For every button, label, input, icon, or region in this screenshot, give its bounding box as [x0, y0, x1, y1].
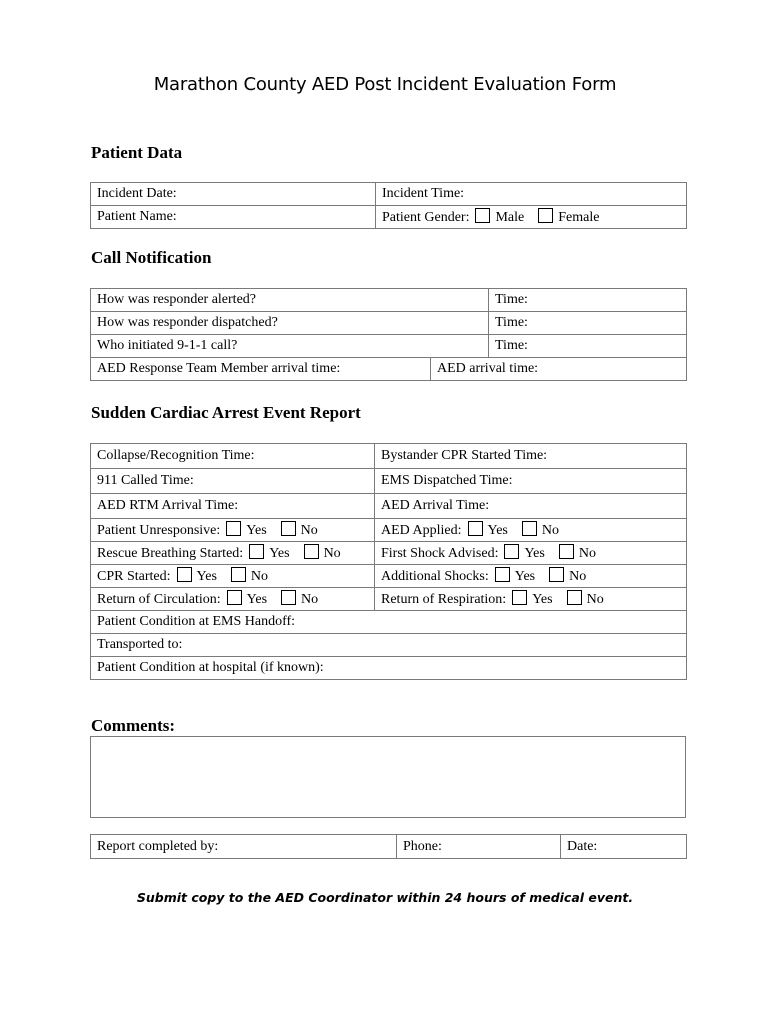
condition-ems-field[interactable] — [91, 611, 687, 634]
patient-data-table — [90, 182, 687, 229]
submission-instructions: Submit copy to the AED Coordinator within 24 hours of medical event. — [136, 890, 634, 905]
aed-arrival-field[interactable] — [431, 358, 687, 381]
dispatched-field[interactable] — [91, 312, 489, 335]
aed-applied-field — [375, 519, 687, 542]
time-label: Time: — [495, 338, 528, 353]
return-respiration-label: Return of Respiration: — [381, 592, 507, 607]
first-shock-label: First Shock Advised: — [381, 546, 499, 561]
comments-textarea[interactable] — [90, 736, 686, 818]
yes-label: Yes — [524, 546, 545, 561]
additional-shocks-no-checkbox[interactable] — [549, 567, 564, 582]
collapse-time-label: Collapse/Recognition Time: — [97, 448, 255, 463]
additional-shocks-field — [375, 565, 687, 588]
yes-label: Yes — [487, 523, 508, 538]
yes-label: Yes — [196, 569, 217, 584]
first-shock-field — [375, 542, 687, 565]
call-notification-table — [90, 288, 687, 381]
no-label: No — [323, 546, 341, 561]
incident-date-field[interactable] — [91, 183, 376, 206]
aed-arrival-time-label: AED Arrival Time: — [381, 498, 490, 513]
patient-gender-label: Patient Gender: — [382, 210, 470, 225]
return-circulation-field — [91, 588, 375, 611]
team-arrival-field[interactable] — [91, 358, 431, 381]
comments-heading: Comments: — [91, 716, 176, 735]
condition-ems-label: Patient Condition at EMS Handoff: — [97, 614, 296, 629]
bystander-cpr-label: Bystander CPR Started Time: — [381, 448, 548, 463]
condition-hospital-label: Patient Condition at hospital (if known): — [97, 660, 324, 675]
cpr-started-yes-checkbox[interactable] — [177, 567, 192, 582]
ems-dispatched-field[interactable] — [375, 469, 687, 494]
transported-label: Transported to: — [97, 637, 183, 652]
phone-field[interactable] — [397, 835, 561, 859]
event-report-table — [90, 443, 687, 680]
no-label: No — [301, 592, 319, 607]
completed-by-label: Report completed by: — [97, 838, 219, 854]
additional-shocks-label: Additional Shocks: — [381, 569, 489, 584]
condition-hospital-field[interactable] — [91, 657, 687, 680]
rescue-breathing-yes-checkbox[interactable] — [249, 544, 264, 559]
collapse-time-field[interactable] — [91, 444, 375, 469]
yes-label: Yes — [269, 546, 290, 561]
female-label: Female — [558, 210, 600, 225]
female-checkbox[interactable] — [538, 208, 553, 223]
return-respiration-no-checkbox[interactable] — [567, 590, 582, 605]
cpr-started-label: CPR Started: — [97, 569, 171, 584]
bystander-cpr-field[interactable] — [375, 444, 687, 469]
alerted-time-field[interactable] — [489, 289, 687, 312]
event-report-heading: Sudden Cardiac Arrest Event Report — [91, 403, 361, 422]
patient-name-field[interactable] — [91, 206, 376, 229]
aed-applied-no-checkbox[interactable] — [522, 521, 537, 536]
called-911-field[interactable] — [91, 469, 375, 494]
completed-by-field[interactable] — [91, 835, 397, 859]
yes-label: Yes — [246, 523, 267, 538]
form-title: Marathon County AED Post Incident Evaluation Form — [153, 74, 617, 95]
cpr-started-field — [91, 565, 375, 588]
unresponsive-no-checkbox[interactable] — [281, 521, 296, 536]
no-label: No — [300, 523, 318, 538]
rtm-arrival-field[interactable] — [91, 494, 375, 519]
return-circulation-yes-checkbox[interactable] — [227, 590, 242, 605]
phone-label: Phone: — [403, 838, 442, 854]
first-shock-no-checkbox[interactable] — [559, 544, 574, 559]
transported-field[interactable] — [91, 634, 687, 657]
initiated-time-field[interactable] — [489, 335, 687, 358]
dispatched-time-field[interactable] — [489, 312, 687, 335]
incident-time-field[interactable] — [376, 183, 687, 206]
incident-time-label: Incident Time: — [382, 186, 465, 201]
incident-date-label: Incident Date: — [97, 186, 177, 201]
return-circulation-no-checkbox[interactable] — [281, 590, 296, 605]
completion-table — [90, 834, 687, 859]
date-field[interactable] — [561, 835, 687, 859]
aed-applied-label: AED Applied: — [381, 523, 462, 538]
no-label: No — [250, 569, 269, 584]
unresponsive-label: Patient Unresponsive: — [97, 523, 221, 538]
no-label: No — [541, 523, 559, 538]
team-arrival-label: AED Response Team Member arrival time: — [97, 361, 341, 376]
no-label: No — [569, 569, 587, 584]
cpr-started-no-checkbox[interactable] — [231, 567, 246, 582]
aed-applied-yes-checkbox[interactable] — [468, 521, 483, 536]
unresponsive-field — [91, 519, 375, 542]
return-respiration-field — [375, 588, 687, 611]
patient-gender-field — [376, 206, 687, 229]
patient-data-heading: Patient Data — [91, 143, 183, 162]
rescue-breathing-field — [91, 542, 375, 565]
yes-label: Yes — [246, 592, 268, 607]
rtm-arrival-label: AED RTM Arrival Time: — [97, 498, 239, 513]
yes-label: Yes — [514, 569, 536, 584]
patient-name-label: Patient Name: — [97, 209, 177, 224]
call-notification-heading: Call Notification — [91, 248, 212, 267]
additional-shocks-yes-checkbox[interactable] — [495, 567, 510, 582]
dispatched-label: How was responder dispatched? — [97, 315, 278, 330]
rescue-breathing-label: Rescue Breathing Started: — [97, 546, 244, 561]
time-label: Time: — [495, 315, 528, 330]
aed-arrival-time-field[interactable] — [375, 494, 687, 519]
ems-dispatched-label: EMS Dispatched Time: — [381, 473, 513, 488]
time-label: Time: — [495, 292, 528, 307]
yes-label: Yes — [532, 592, 553, 607]
initiated-label: Who initiated 9-1-1 call? — [97, 338, 238, 353]
called-911-label: 911 Called Time: — [97, 473, 194, 488]
first-shock-yes-checkbox[interactable] — [504, 544, 519, 559]
male-label: Male — [495, 210, 525, 225]
return-respiration-yes-checkbox[interactable] — [512, 590, 527, 605]
initiated-field[interactable] — [91, 335, 489, 358]
unresponsive-yes-checkbox[interactable] — [226, 521, 241, 536]
no-label: No — [578, 546, 596, 561]
male-checkbox[interactable] — [475, 208, 490, 223]
alerted-label: How was responder alerted? — [97, 292, 256, 307]
aed-arrival-label: AED arrival time: — [437, 361, 539, 376]
rescue-breathing-no-checkbox[interactable] — [304, 544, 319, 559]
return-circulation-label: Return of Circulation: — [97, 592, 221, 607]
date-label: Date: — [567, 838, 598, 854]
no-label: No — [586, 592, 604, 607]
alerted-field[interactable] — [91, 289, 489, 312]
